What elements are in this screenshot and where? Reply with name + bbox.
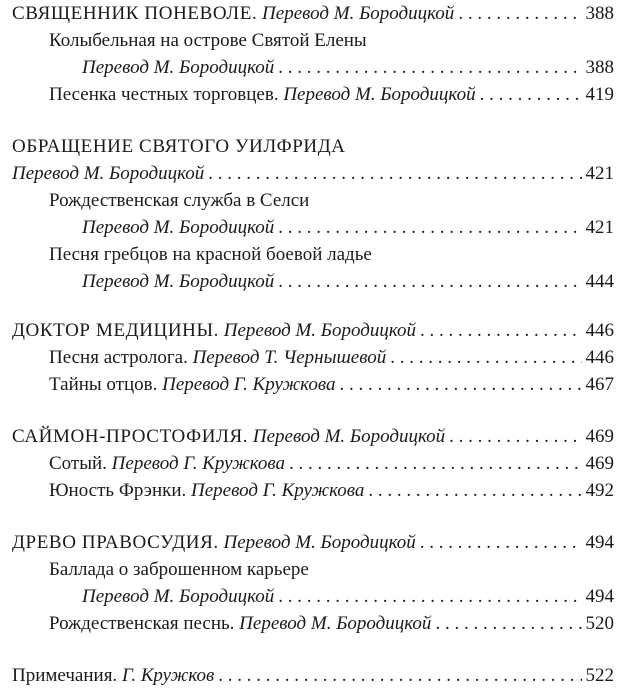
translator-credit: Перевод Г. Кружкова	[191, 480, 365, 501]
translator-credit: Перевод М. Бородицкой	[82, 271, 275, 292]
item-title: Рождественская песнь.	[49, 613, 235, 634]
dot-leader	[480, 81, 582, 108]
dot-leader	[278, 54, 581, 81]
toc-item-entry[interactable]	[12, 81, 614, 108]
toc-section-entry[interactable]	[12, 423, 614, 450]
page-number: 467	[585, 374, 614, 395]
page-number: 388	[585, 57, 614, 78]
toc-item-credit-line[interactable]	[12, 583, 614, 610]
page-number: 520	[585, 613, 614, 634]
toc-item-entry[interactable]	[12, 477, 614, 504]
page-number: 469	[585, 426, 614, 447]
section-title: ОБРАЩЕНИЕ СВЯТОГО УИЛФРИДА	[12, 136, 346, 157]
page-number: 446	[585, 320, 614, 341]
page-number: 469	[585, 453, 614, 474]
toc-item-entry[interactable]	[12, 450, 614, 477]
toc-item-entry[interactable]	[12, 371, 614, 398]
toc-section-entry[interactable]	[12, 0, 614, 27]
dot-leader	[420, 317, 581, 344]
page-number: 492	[585, 480, 614, 501]
notes-title: Примечания.	[12, 665, 118, 686]
dot-leader	[458, 0, 581, 27]
table-of-contents	[12, 0, 614, 689]
item-title: Песенка честных торговцев.	[49, 84, 279, 105]
translator-credit: Перевод Г. Кружкова	[162, 374, 336, 395]
toc-notes-entry[interactable]	[12, 662, 614, 689]
section-gap	[12, 108, 614, 133]
dot-leader	[278, 214, 581, 241]
page-number: 522	[585, 665, 614, 686]
item-title: Колыбельная на острове Святой Елены	[49, 30, 367, 51]
page-number: 446	[585, 347, 614, 368]
translator-credit: Перевод М. Бородицкой	[262, 3, 455, 24]
dot-leader	[449, 423, 581, 450]
translator-credit: Перевод М. Бородицкой	[12, 163, 205, 184]
item-title: Баллада о заброшенном карьере	[49, 559, 309, 580]
section-gap	[12, 637, 614, 662]
dot-leader	[435, 610, 581, 637]
dot-leader	[208, 160, 581, 187]
dot-leader	[420, 529, 582, 556]
translator-credit: Перевод М. Бородицкой	[82, 586, 275, 607]
section-title: ДОКТОР МЕДИЦИНЫ.	[12, 320, 220, 341]
translator-credit: Перевод М. Бородицкой	[223, 320, 417, 341]
translator-credit: Перевод М. Бородицкой	[252, 426, 446, 447]
translator-credit: Перевод М. Бородицкой	[82, 217, 275, 238]
toc-section-entry[interactable]	[12, 529, 614, 556]
item-title: Рождественская служба в Селси	[49, 190, 310, 211]
toc-item-title-line[interactable]	[12, 241, 614, 268]
toc-item-title-line[interactable]	[12, 187, 614, 214]
dot-leader	[218, 662, 581, 689]
section-title: САЙМОН-ПРОСТОФИЛЯ.	[12, 426, 249, 447]
item-title: Тайны отцов.	[49, 374, 158, 395]
translator-credit: Перевод М. Бородицкой	[239, 613, 432, 634]
toc-item-entry[interactable]	[12, 344, 614, 371]
toc-item-credit-line[interactable]	[12, 54, 614, 81]
translator-credit: Перевод Г. Кружкова	[111, 453, 286, 474]
dot-leader	[368, 477, 581, 504]
page-number: 421	[585, 163, 614, 184]
toc-section-title-line[interactable]	[12, 133, 614, 160]
translator-credit: Перевод Т. Чернышевой	[192, 347, 387, 368]
page-number: 494	[585, 586, 614, 607]
page-number: 419	[585, 84, 614, 105]
item-title: Сотый.	[49, 453, 107, 474]
toc-item-credit-line[interactable]	[12, 268, 614, 295]
toc-section-credit-line[interactable]	[12, 160, 614, 187]
translator-credit: Перевод М. Бородицкой	[223, 532, 416, 553]
section-title: СВЯЩЕННИК ПОНЕВОЛЕ.	[12, 3, 258, 24]
translator-credit: Перевод М. Бородицкой	[82, 57, 275, 78]
dot-leader	[289, 450, 581, 477]
notes-author: Г. Кружков	[121, 665, 215, 686]
dot-leader	[278, 268, 581, 295]
section-gap	[12, 398, 614, 423]
toc-item-title-line[interactable]	[12, 27, 614, 54]
page-number: 494	[585, 532, 614, 553]
toc-item-credit-line[interactable]	[12, 214, 614, 241]
section-gap	[12, 504, 614, 529]
dot-leader	[278, 583, 581, 610]
dot-leader	[339, 371, 581, 398]
toc-section-entry[interactable]	[12, 317, 614, 344]
page-number: 388	[585, 3, 614, 24]
section-gap	[12, 295, 614, 317]
page-number: 421	[585, 217, 614, 238]
page-number: 444	[585, 271, 614, 292]
translator-credit: Перевод М. Бородицкой	[283, 84, 476, 105]
item-title: Песня гребцов на красной боевой ладье	[49, 244, 372, 265]
item-title: Юность Фрэнки.	[49, 480, 187, 501]
dot-leader	[390, 344, 581, 371]
toc-item-title-line[interactable]	[12, 556, 614, 583]
section-title: ДРЕВО ПРАВОСУДИЯ.	[12, 532, 219, 553]
toc-item-entry[interactable]	[12, 610, 614, 637]
item-title: Песня астролога.	[49, 347, 188, 368]
